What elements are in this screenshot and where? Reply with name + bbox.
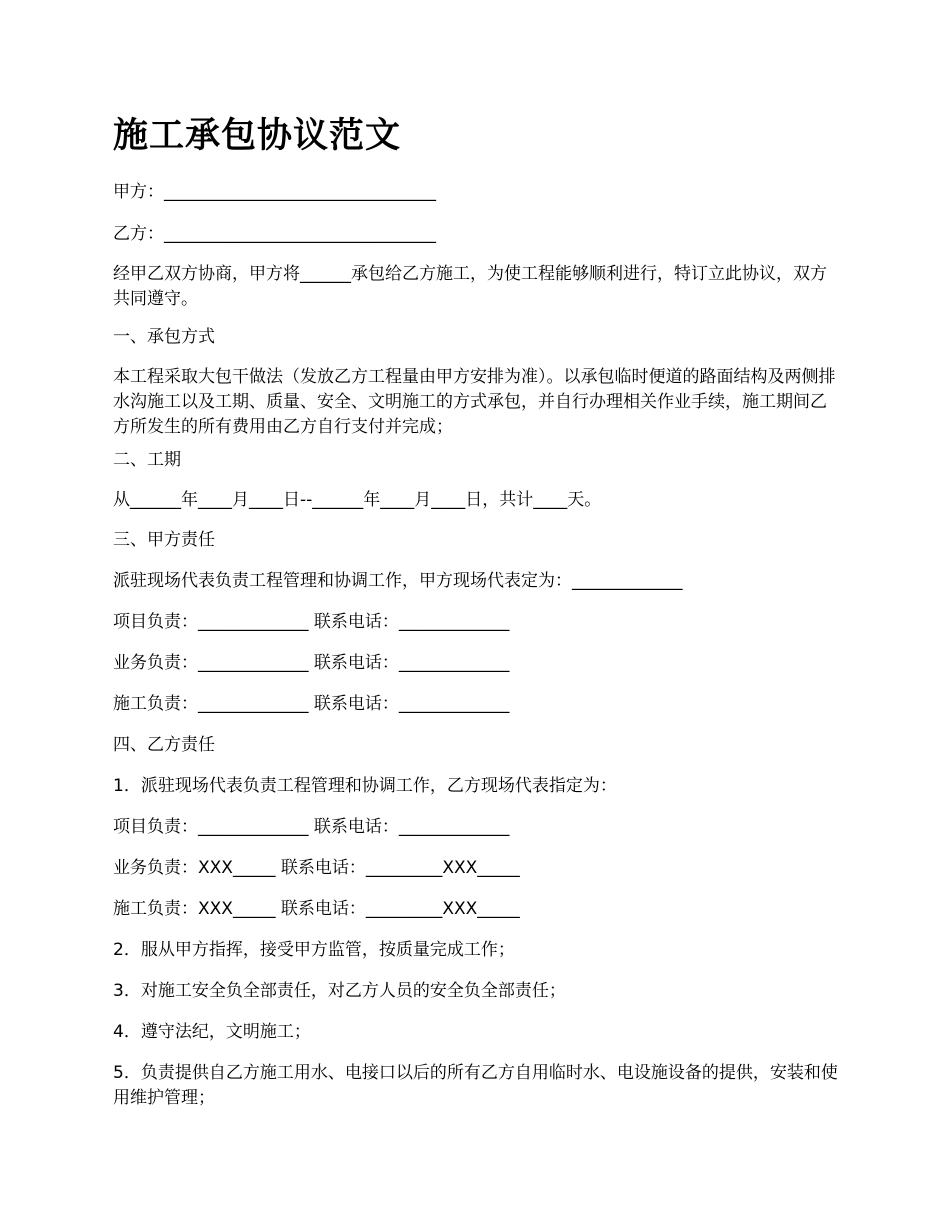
section-1-body: 本工程采取大包干做法（发放乙方工程量由甲方安排为准）。以承包临时便道的路面结构及两侧排水沟施工以及工期、质量、安全、文明施工的方式承包，并自行办理相关作业手续，施工期间乙方所发生的所有费用由乙方自行支付并完成； [113, 367, 836, 437]
section-4-item-5: 5．负责提供自乙方施工用水、电接口以后的所有乙方自用临时水、电设施设备的提供，安装和使用维护管理； [113, 1063, 838, 1108]
party-a-line: 甲方：________________________________ [113, 182, 436, 202]
section-4-heading: 四、乙方责任 [113, 735, 215, 755]
party-b-line: 乙方：________________________________ [113, 224, 436, 244]
document-title: 施工承包协议范文 [113, 116, 402, 156]
section-1-heading: 一、承包方式 [113, 327, 215, 347]
section-3-project-lead: 项目负责：_____________ 联系电话：_____________ [113, 612, 510, 632]
section-4-project-lead: 项目负责：_____________ 联系电话：_____________ [113, 817, 510, 837]
intro-paragraph: 经甲乙双方协商，甲方将______承包给乙方施工，为使工程能够顺利进行，特订立此协议，双方共同遵守。 [113, 264, 827, 309]
section-4-business-lead: 业务负责：XXX_____ 联系电话：_________XXX_____ [113, 858, 520, 878]
section-4-item-3: 3．对施工安全负全部责任，对乙方人员的安全负全部责任； [113, 981, 566, 1001]
section-2-heading: 二、工期 [113, 450, 181, 470]
section-4-construction-lead: 施工负责：XXX_____ 联系电话：_________XXX_____ [113, 899, 520, 919]
section-3-business-lead: 业务负责：_____________ 联系电话：_____________ [113, 653, 510, 673]
section-4-item-2: 2．服从甲方指挥，接受甲方监管，按质量完成工作； [113, 940, 515, 960]
section-3-construction-lead: 施工负责：_____________ 联系电话：_____________ [113, 694, 510, 714]
section-3-representative: 派驻现场代表负责工程管理和协调工作，甲方现场代表定为：_____________ [113, 571, 683, 591]
section-2-body: 从______年____月____日--______年____月____日，共计____天。 [113, 490, 602, 510]
section-4-item-4: 4．遵守法纪，文明施工； [113, 1022, 311, 1042]
section-3-heading: 三、甲方责任 [113, 530, 215, 550]
section-4-item-1: 1．派驻现场代表负责工程管理和协调工作，乙方现场代表指定为： [113, 776, 617, 796]
